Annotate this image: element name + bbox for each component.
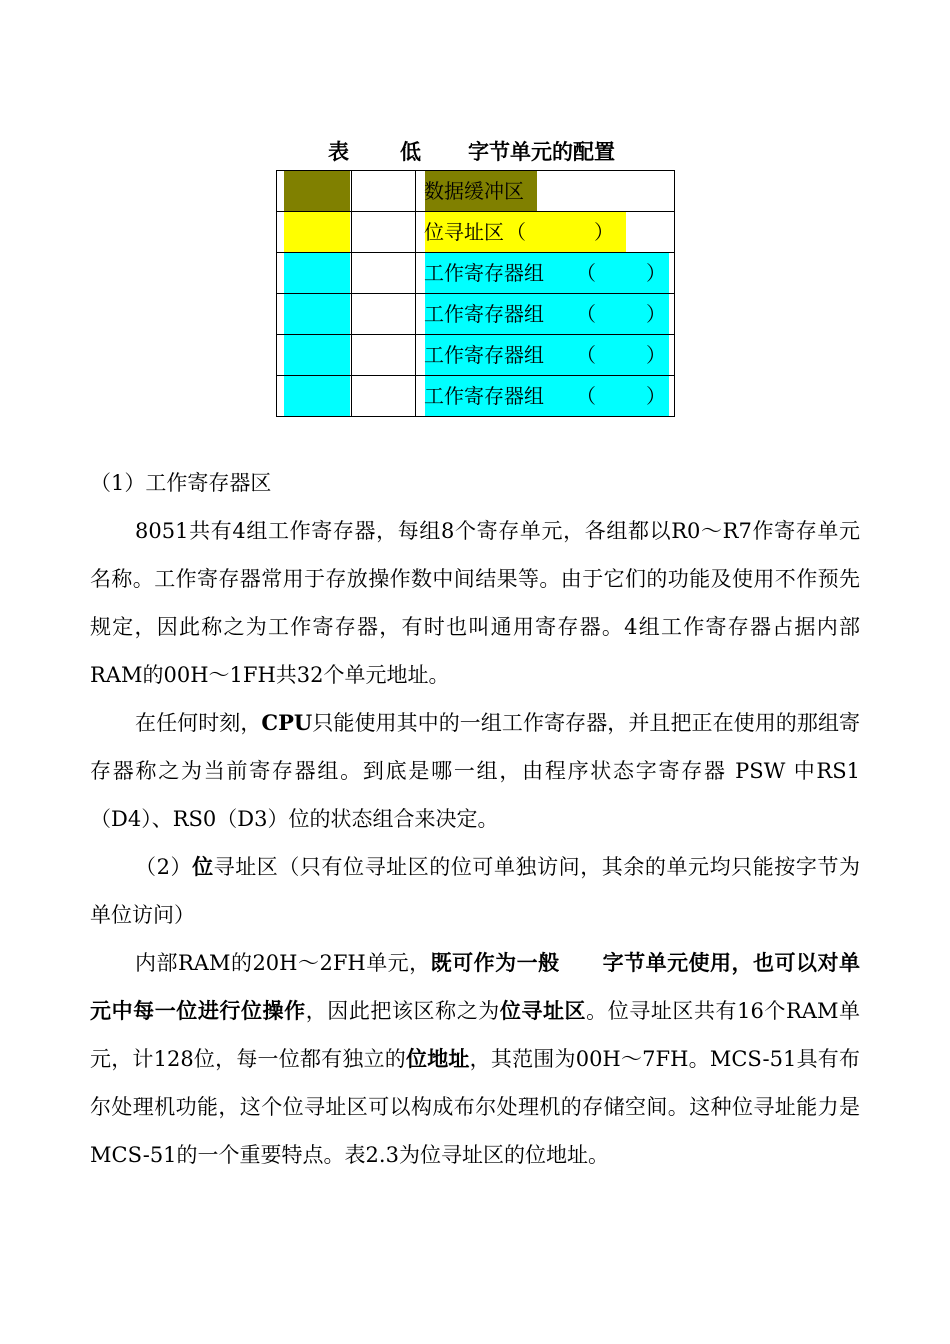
paren-close: ） xyxy=(594,220,614,244)
region-label xyxy=(424,212,625,252)
region-label-text: 工作寄存器组 xyxy=(424,343,544,367)
ram-address-cell xyxy=(352,376,416,417)
ram-table-row xyxy=(277,212,675,253)
section2-p1c: ，因此把该区称之为 xyxy=(305,999,500,1023)
ram-color-cell xyxy=(277,171,352,212)
caption-middle: 低 xyxy=(400,140,421,164)
ram-address-cell xyxy=(352,171,416,212)
ram-label-cell xyxy=(416,212,675,253)
section2-heading-a: （2） xyxy=(135,855,193,879)
paren-close: ） xyxy=(646,302,666,326)
ram-address-cell xyxy=(352,294,416,335)
ram-address-cell xyxy=(352,253,416,294)
region-label xyxy=(424,335,668,375)
ram-table-row xyxy=(277,376,675,417)
color-swatch xyxy=(284,335,350,375)
ram-table-row xyxy=(277,335,675,376)
region-label-text: 工作寄存器组 xyxy=(424,261,544,285)
section2-paragraph-1 xyxy=(90,939,860,1179)
region-label-text: 位寻址区 xyxy=(424,220,504,244)
ram-table-row xyxy=(277,294,675,335)
ram-label-cell xyxy=(416,171,675,212)
section2-p1g: ，其范围为00H～7FH。MCS-51具有布尔处理机功能，这个位寻址区可以构成布尔处理机的存储空间。这种位寻址能力是MCS-51的一个重要特点。表2.3为位寻址区的位地址。 xyxy=(90,1047,860,1167)
caption-prefix: 表 xyxy=(328,140,349,164)
paren-close: ） xyxy=(646,343,666,367)
ram-label-cell xyxy=(416,294,675,335)
caption-suffix: 字节单元的配置 xyxy=(468,140,615,164)
paren-close: ） xyxy=(646,261,666,285)
section1-p2a: 在任何时刻， xyxy=(135,711,262,735)
section2-p1d: 位寻址区 xyxy=(499,999,587,1023)
section1-paragraph-1 xyxy=(90,507,860,699)
ram-label-cell xyxy=(416,253,675,294)
ram-color-cell xyxy=(277,253,352,294)
region-label-text: 工作寄存器组 xyxy=(424,302,544,326)
color-swatch xyxy=(284,253,350,293)
section2-heading xyxy=(90,843,860,939)
color-swatch xyxy=(284,294,350,334)
ram-color-cell xyxy=(277,376,352,417)
region-label xyxy=(424,294,668,334)
region-label-text: 工作寄存器组 xyxy=(424,384,544,408)
ram-color-cell xyxy=(277,335,352,376)
color-swatch xyxy=(284,171,350,211)
section2-p1f: 位地址 xyxy=(406,1047,470,1071)
paren-open: （ xyxy=(576,384,596,408)
ram-color-cell xyxy=(277,212,352,253)
ram-address-cell xyxy=(352,212,416,253)
color-swatch xyxy=(284,212,350,252)
region-label-text: 数据缓冲区 xyxy=(424,179,524,203)
region-label xyxy=(424,253,668,293)
paren-open: （ xyxy=(576,343,596,367)
section1-heading-text: （1）工作寄存器区 xyxy=(90,471,272,495)
section1-p2c: 只能使用其中的一组工作寄存器，并且把正在使用的那组寄存器称之为当前寄存器组。到底是哪一组，由程序状态字寄存器 PSW 中RS1（D4）、RS0（D3）位的状态组合来决定。 xyxy=(90,711,861,831)
ram-label-cell xyxy=(416,335,675,376)
paren-open: （ xyxy=(576,302,596,326)
ram-table-row xyxy=(277,171,675,212)
ram-label-cell xyxy=(416,376,675,417)
ram-address-cell xyxy=(352,335,416,376)
paren-close: ） xyxy=(646,384,666,408)
section1-heading xyxy=(90,459,860,507)
ram-config-table xyxy=(276,170,675,417)
section2-heading-c: 寻址区（只有位寻址区的位可单独访问，其余的单元均只能按字节为单位访问） xyxy=(90,855,861,927)
paren-open: （ xyxy=(576,261,596,285)
section2-p1a: 内部RAM的20H～2FH单元， xyxy=(135,951,431,975)
section1-p1-text: 8051共有4组工作寄存器，每组8个寄存单元，各组都以R0～R7作寄存单元名称。工作寄存器常用于存放操作数中间结果等。由于它们的功能及使用不作预先规定，因此称之为工作寄存器，有时也叫通用寄存器。4组工作寄存器占据内部RAM的00H～1FH共32个单元地址。 xyxy=(90,519,860,687)
region-label xyxy=(424,376,668,416)
paren-open: （ xyxy=(506,220,526,244)
section2-p1b: 既可作为一般 字节单元使用，也可以对单元中每一位进行位操作 xyxy=(90,951,860,1023)
color-swatch xyxy=(284,376,350,416)
section1-paragraph-2 xyxy=(90,699,860,843)
ram-color-cell xyxy=(277,294,352,335)
section1-p2b: CPU xyxy=(261,710,313,735)
section2-heading-b: 位 xyxy=(192,855,214,879)
region-label xyxy=(424,171,536,211)
ram-table-row xyxy=(277,253,675,294)
section2-p1e: 。位寻址区共有16个RAM单元，计128位，每一位都有独立的 xyxy=(90,999,861,1071)
table-caption xyxy=(0,136,950,166)
